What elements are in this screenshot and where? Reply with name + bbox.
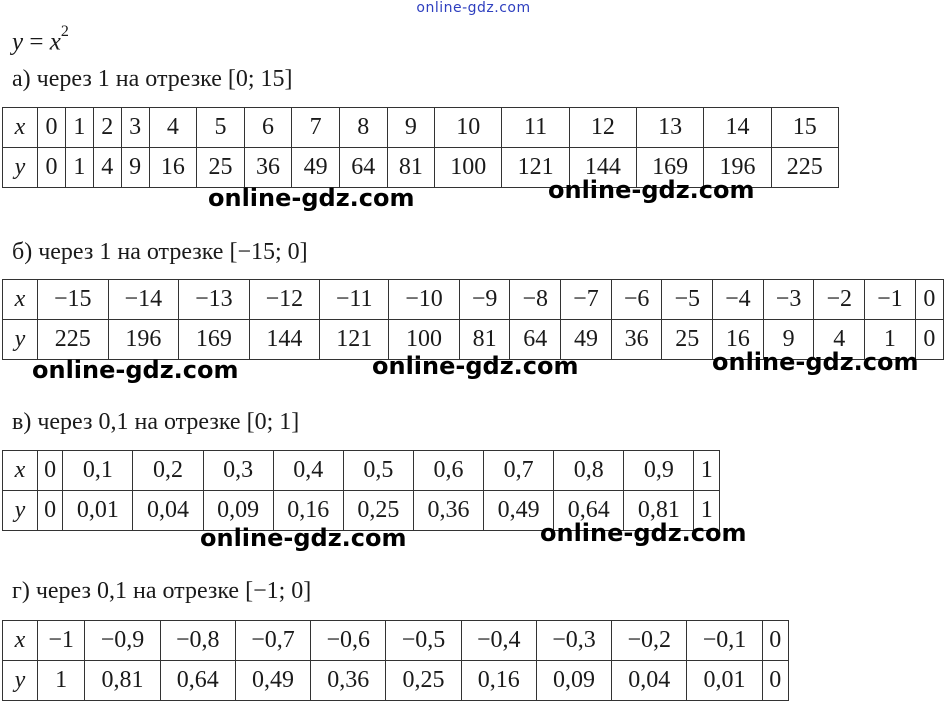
y-value-cell: 0,01 <box>687 661 762 701</box>
x-value-cell: −1 <box>865 280 916 320</box>
x-value-cell: 11 <box>502 108 569 148</box>
y-value-cell: 49 <box>292 148 340 188</box>
formula-exponent: 2 <box>60 23 69 40</box>
y-value-cell: 0,64 <box>160 661 235 701</box>
y-value-cell: 0,25 <box>386 661 461 701</box>
y-value-cell: 16 <box>713 320 764 360</box>
x-value-cell: 3 <box>121 108 149 148</box>
top-watermark: online-gdz.com <box>416 0 531 16</box>
y-value-cell: 49 <box>561 320 612 360</box>
x-value-cell: −14 <box>108 280 179 320</box>
x-value-cell: 0 <box>38 451 63 491</box>
x-value-cell: 7 <box>292 108 340 148</box>
y-value-cell: 0,36 <box>311 661 386 701</box>
y-value-cell: 0,04 <box>612 661 687 701</box>
watermark: online-gdz.com <box>208 184 415 212</box>
x-value-cell: −10 <box>389 280 460 320</box>
y-value-cell: 0,16 <box>461 661 536 701</box>
caption-d: г) через 0,1 на отрезке [−1; 0] <box>12 578 312 604</box>
y-value-cell: 0,09 <box>536 661 611 701</box>
y-value-cell: 196 <box>108 320 179 360</box>
x-value-cell: 0,1 <box>63 451 133 491</box>
function-formula <box>12 23 69 56</box>
row-header-x: x <box>3 280 38 320</box>
table-row-x <box>3 108 839 148</box>
y-value-cell: 25 <box>662 320 713 360</box>
x-value-cell: 2 <box>93 108 121 148</box>
values-table-d <box>2 620 789 701</box>
x-value-cell: 10 <box>435 108 502 148</box>
watermark: online-gdz.com <box>32 356 239 384</box>
x-value-cell: 1 <box>694 451 720 491</box>
x-value-cell: 0,7 <box>484 451 554 491</box>
x-value-cell: 5 <box>197 108 245 148</box>
table-row-x <box>3 451 720 491</box>
y-value-cell: 1 <box>694 491 720 531</box>
y-value-cell: 121 <box>320 320 389 360</box>
x-value-cell: −0,6 <box>311 621 386 661</box>
x-value-cell: 8 <box>339 108 387 148</box>
x-value-cell: −0,4 <box>461 621 536 661</box>
y-value-cell: 0,09 <box>203 491 273 531</box>
y-value-cell: 4 <box>814 320 865 360</box>
x-value-cell: −8 <box>510 280 561 320</box>
y-value-cell: 0,01 <box>63 491 133 531</box>
x-value-cell: 9 <box>387 108 435 148</box>
y-value-cell: 225 <box>771 148 838 188</box>
y-value-cell: 9 <box>121 148 149 188</box>
y-value-cell: 64 <box>339 148 387 188</box>
y-value-cell: 100 <box>435 148 502 188</box>
formula-lhs: y <box>12 28 24 56</box>
x-value-cell: 15 <box>771 108 838 148</box>
x-value-cell: −0,5 <box>386 621 461 661</box>
x-value-cell: 6 <box>244 108 292 148</box>
y-value-cell: 0,04 <box>133 491 203 531</box>
x-value-cell: 12 <box>569 108 636 148</box>
x-value-cell: 0,5 <box>343 451 413 491</box>
watermark: online-gdz.com <box>712 348 919 376</box>
watermark: online-gdz.com <box>372 352 579 380</box>
y-value-cell: 144 <box>569 148 636 188</box>
y-value-cell: 0 <box>38 491 63 531</box>
table-row-x <box>3 621 789 661</box>
row-header-y: y <box>3 320 38 360</box>
y-value-cell: 0,49 <box>484 491 554 531</box>
y-value-cell: 0,16 <box>273 491 343 531</box>
x-value-cell: 0,2 <box>133 451 203 491</box>
x-value-cell: −4 <box>713 280 764 320</box>
caption-c: в) через 0,1 на отрезке [0; 1] <box>12 409 300 435</box>
y-value-cell: 0,81 <box>85 661 160 701</box>
x-value-cell: −0,2 <box>612 621 687 661</box>
x-value-cell: −5 <box>662 280 713 320</box>
y-value-cell: 25 <box>197 148 245 188</box>
table-row-x <box>3 280 944 320</box>
x-value-cell: −9 <box>459 280 510 320</box>
y-value-cell: 169 <box>637 148 704 188</box>
y-value-cell: 1 <box>865 320 916 360</box>
y-value-cell: 4 <box>93 148 121 188</box>
x-value-cell: 0,8 <box>554 451 624 491</box>
x-value-cell: −15 <box>38 280 109 320</box>
x-value-cell: 0 <box>38 108 66 148</box>
y-value-cell: 0,64 <box>554 491 624 531</box>
caption-a: а) через 1 на отрезке [0; 15] <box>12 66 293 92</box>
row-header-y: y <box>3 148 38 188</box>
formula-eq: = <box>29 28 44 56</box>
x-value-cell: 13 <box>637 108 704 148</box>
x-value-cell: 1 <box>65 108 93 148</box>
watermark: online-gdz.com <box>200 524 407 552</box>
y-value-cell: 196 <box>704 148 771 188</box>
x-value-cell: −6 <box>611 280 662 320</box>
y-value-cell: 0,25 <box>343 491 413 531</box>
x-value-cell: −12 <box>249 280 320 320</box>
y-value-cell: 36 <box>244 148 292 188</box>
x-value-cell: 0,3 <box>203 451 273 491</box>
y-value-cell: 36 <box>611 320 662 360</box>
y-value-cell: 64 <box>510 320 561 360</box>
x-value-cell: −1 <box>38 621 85 661</box>
y-value-cell: 0 <box>762 661 788 701</box>
y-value-cell: 0 <box>915 320 943 360</box>
x-value-cell: −7 <box>561 280 612 320</box>
x-value-cell: −13 <box>179 280 250 320</box>
y-value-cell: 1 <box>38 661 85 701</box>
x-value-cell: −0,7 <box>235 621 310 661</box>
row-header-x: x <box>3 621 38 661</box>
row-header-y: y <box>3 491 38 531</box>
x-value-cell: 4 <box>149 108 197 148</box>
x-value-cell: −11 <box>320 280 389 320</box>
y-value-cell: 169 <box>179 320 250 360</box>
y-value-cell: 225 <box>38 320 109 360</box>
x-value-cell: −2 <box>814 280 865 320</box>
x-value-cell: −3 <box>763 280 814 320</box>
y-value-cell: 81 <box>387 148 435 188</box>
y-value-cell: 9 <box>763 320 814 360</box>
x-value-cell: 0,9 <box>624 451 694 491</box>
caption-b: б) через 1 на отрезке [−15; 0] <box>12 239 308 265</box>
watermark: online-gdz.com <box>540 519 747 547</box>
row-header-x: x <box>3 108 38 148</box>
x-value-cell: 0,4 <box>273 451 343 491</box>
x-value-cell: 0 <box>915 280 943 320</box>
x-value-cell: 0,6 <box>413 451 483 491</box>
watermark: online-gdz.com <box>548 176 755 204</box>
x-value-cell: −0,1 <box>687 621 762 661</box>
x-value-cell: 0 <box>762 621 788 661</box>
y-value-cell: 0,49 <box>235 661 310 701</box>
x-value-cell: −0,9 <box>85 621 160 661</box>
y-value-cell: 1 <box>65 148 93 188</box>
y-value-cell: 16 <box>149 148 197 188</box>
y-value-cell: 100 <box>389 320 460 360</box>
table-row-y <box>3 661 789 701</box>
y-value-cell: 121 <box>502 148 569 188</box>
x-value-cell: −0,3 <box>536 621 611 661</box>
y-value-cell: 0,36 <box>413 491 483 531</box>
y-value-cell: 0,81 <box>624 491 694 531</box>
y-value-cell: 0 <box>38 148 66 188</box>
x-value-cell: 14 <box>704 108 771 148</box>
row-header-x: x <box>3 451 38 491</box>
formula-base: x <box>49 28 61 56</box>
y-value-cell: 144 <box>249 320 320 360</box>
y-value-cell: 81 <box>459 320 510 360</box>
row-header-y: y <box>3 661 38 701</box>
x-value-cell: −0,8 <box>160 621 235 661</box>
